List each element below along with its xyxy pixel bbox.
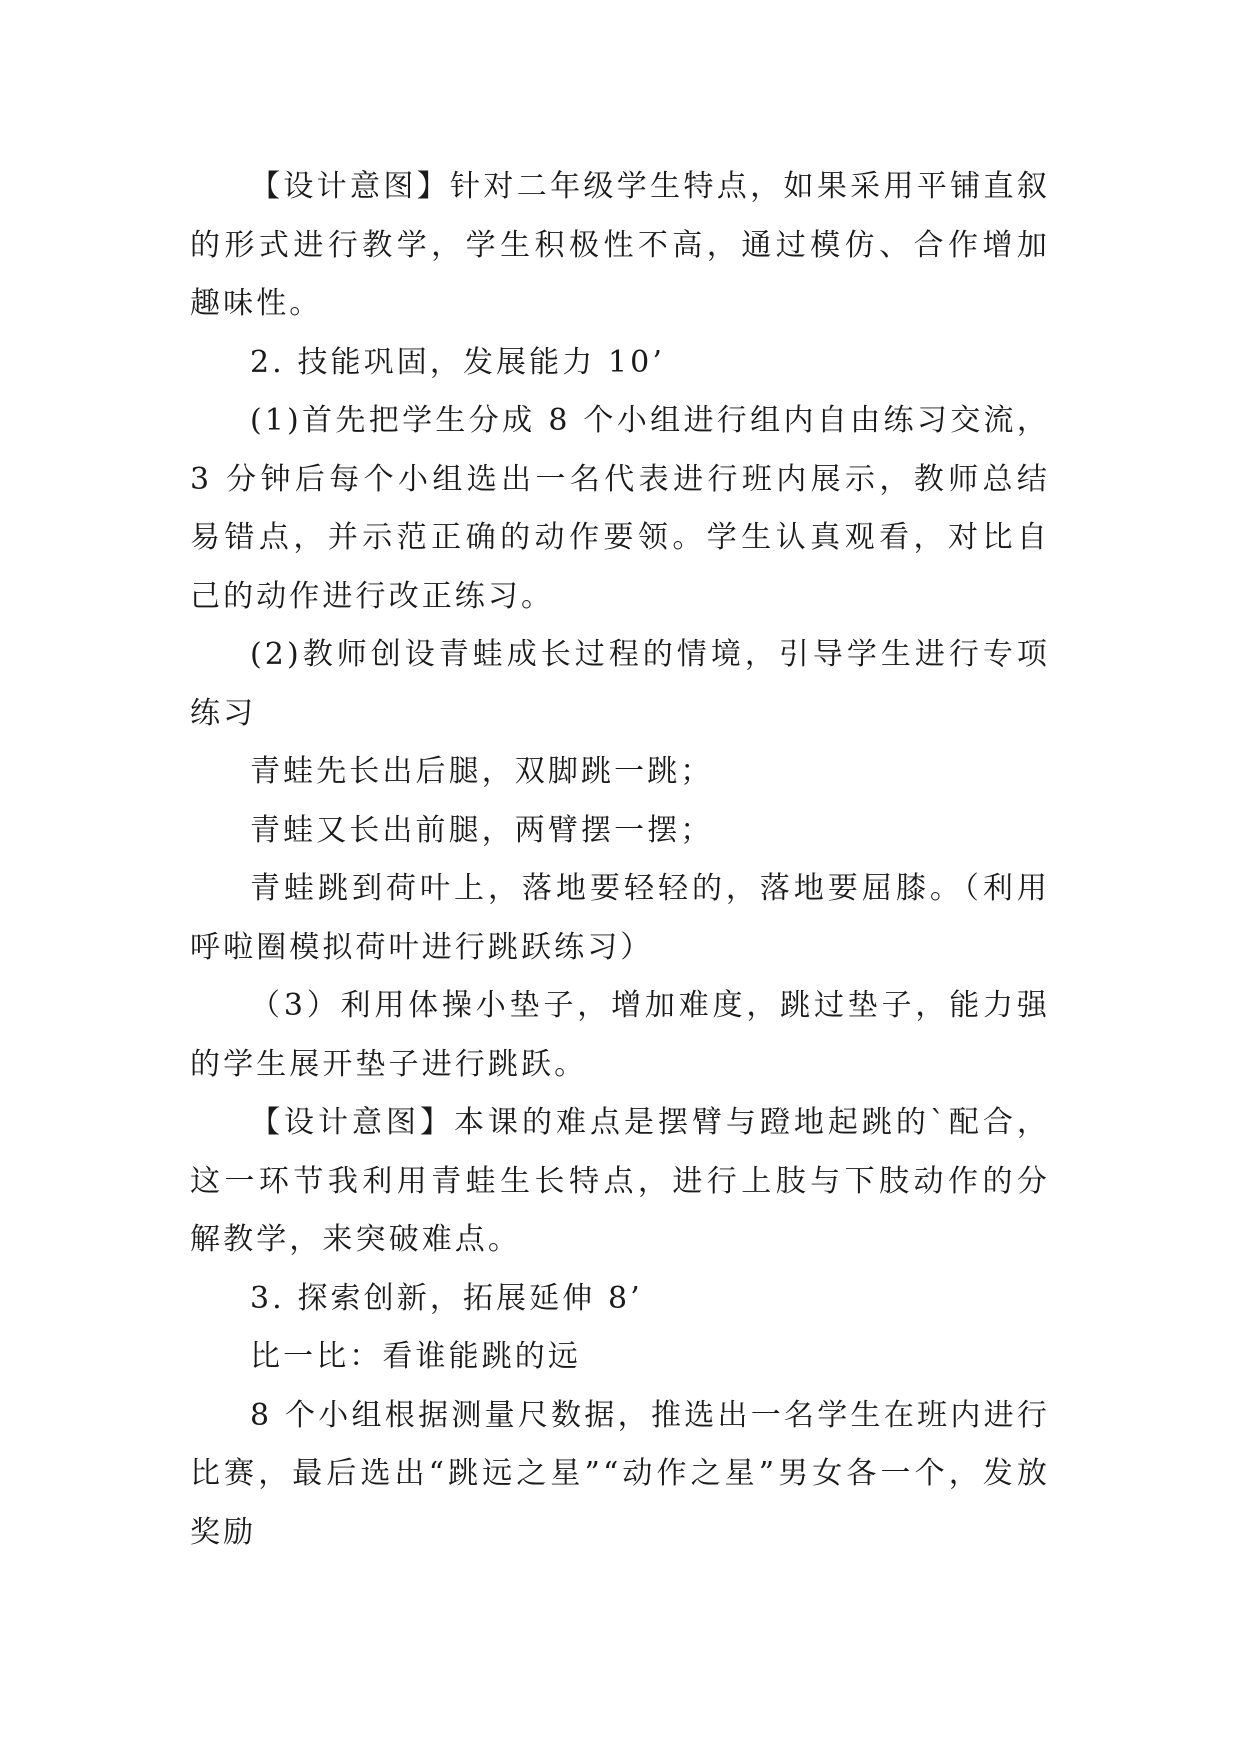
competition-title: 比一比：看谁能跳的远 <box>250 1339 581 1374</box>
competition-paragraph: 8 个小组根据测量尺数据，推选出一名学生在班内进行比赛，最后选出“跳远之星”“动作之星”男女各一个，发放奖励 <box>190 1397 1050 1550</box>
frog-line-2: 青蛙又长出前腿，两臂摆一摆； <box>250 812 714 848</box>
frog-line-1: 青蛙先长出后腿，双脚跳一跳； <box>250 754 714 789</box>
design-intent-paragraph-2: 【设计意图】本课的难点是摆臂与蹬地起跳的`配合，这一环节我利用青蛙生长特点，进行上肢与下肢动作的分解教学，来突破难点。 <box>190 1105 1050 1257</box>
document-body <box>190 158 1050 1562</box>
section-heading-skill-consolidation: 2. 技能巩固，发展能力 10’ <box>250 344 666 380</box>
section-heading-exploration: 3. 探索创新，拓展延伸 8’ <box>250 1280 643 1316</box>
frog-scenario-paragraph: (2)教师创设青蛙成长过程的情境，引导学生进行专项练习 <box>190 637 1050 731</box>
mat-practice-paragraph: （3）利用体操小垫子，增加难度，跳过垫子，能力强的学生展开垫子进行跳跃。 <box>190 988 1050 1082</box>
frog-line-3: 青蛙跳到荷叶上，落地要轻轻的，落地要屈膝。（利用呼啦圈模拟荷叶进行跳跃练习） <box>190 871 1050 965</box>
design-intent-paragraph-1: 【设计意图】针对二年级学生特点，如果采用平铺直叙的形式进行教学，学生积极性不高，通过模仿、合作增加趣味性。 <box>190 169 1050 321</box>
group-practice-paragraph: (1)首先把学生分成 8 个小组进行组内自由练习交流，3 分钟后每个小组选出一名代表进行班内展示，教师总结易错点，并示范正确的动作要领。学生认真观看，对比自己的动作进行改正练习。 <box>190 403 1050 614</box>
